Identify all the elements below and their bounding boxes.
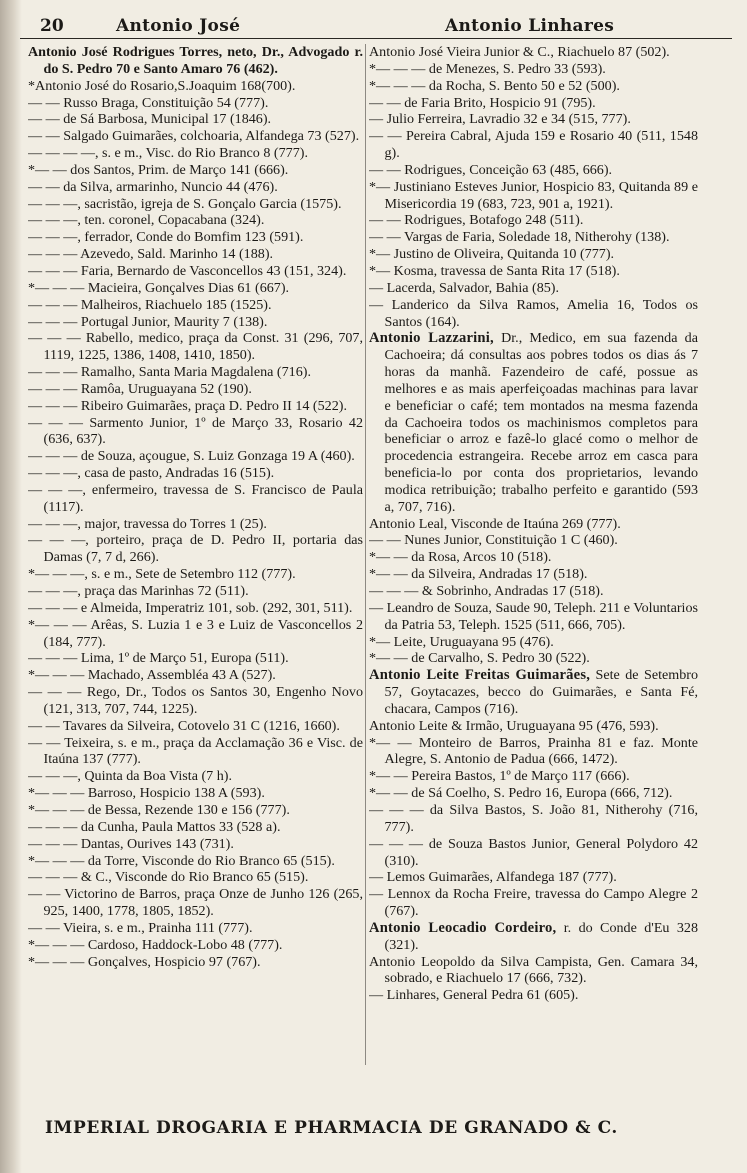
directory-entry: — Lemos Guimarães, Alfandega 187 (777).	[369, 869, 617, 886]
directory-entry: — — Vieira, s. e m., Prainha 111 (777).	[28, 919, 253, 936]
directory-entry: — — — Ramalho, Santa Maria Magdalena (716).	[28, 364, 311, 381]
column-divider	[365, 44, 366, 1065]
directory-entry: *— Kosma, travessa de Santa Rita 17 (518).	[369, 262, 620, 279]
directory-entry: *— — —, s. e m., Sete de Setembro 112 (777).	[28, 566, 296, 583]
directory-entry	[369, 667, 698, 718]
entry-text: r. do Conde d'Eu 328 (321).	[384, 919, 698, 953]
directory-entry: — — — & Sobrinho, Andradas 17 (518).	[369, 583, 604, 599]
directory-entry: — — —, Quinta da Boa Vista (7 h).	[28, 768, 233, 785]
directory-entry: *— — da Rosa, Arcos 10 (518).	[369, 549, 552, 566]
directory-entry: *— — Monteiro de Barros, Prainha 81 e faz. Monte Alegre, S. Antonio de Padua (666, 1472).	[369, 734, 698, 768]
directory-entry: — — da Silva, armarinho, Nuncio 44 (476).	[28, 178, 278, 195]
directory-entry: — — — e Almeida, Imperatriz 101, sob. (292, 301, 511).	[28, 599, 353, 616]
directory-entry: *— — — Barroso, Hospicio 138 A (593).	[28, 785, 265, 802]
directory-entry: — — —, praça das Marinhas 72 (511).	[28, 583, 249, 599]
page-number: 20	[40, 16, 64, 36]
directory-entry: *— — de Sá Coelho, S. Pedro 16, Europa (666, 712).	[369, 785, 673, 802]
directory-entry: — — — Lima, 1º de Março 51, Europa (511).	[28, 650, 289, 667]
directory-entry: — — — Portugal Junior, Maurity 7 (138).	[28, 313, 268, 330]
directory-entry: — — Russo Braga, Constituição 54 (777).	[28, 94, 269, 111]
directory-entry: *— — — Arêas, S. Luzia 1 e 3 e Luiz de Vasconcellos 2 (184, 777).	[28, 616, 363, 650]
page-edge-shadow	[0, 0, 22, 1173]
directory-entry: Antonio Leal, Visconde de Itaúna 269 (777).	[369, 515, 621, 532]
directory-entry: — — —, ten. coronel, Copacabana (324).	[28, 212, 265, 229]
directory-entry: — Lennox da Rocha Freire, travessa do Campo Alegre 2 (767).	[369, 886, 698, 920]
directory-entry: *— — dos Santos, Prim. de Março 141 (666).	[28, 161, 289, 178]
directory-entry: — — — da Silva Bastos, S. João 81, Nitherohy (716, 777).	[369, 801, 698, 835]
directory-entry: — — — Ramôa, Uruguayana 52 (190).	[28, 380, 252, 397]
directory-entry: *Antonio José do Rosario,S.Joaquim 168(700).	[28, 77, 296, 94]
directory-entry: *— — — Macieira, Gonçalves Dias 61 (667).	[28, 279, 290, 296]
directory-entry: *— Justino de Oliveira, Quitanda 10 (777).	[369, 246, 615, 263]
directory-entry: *— — de Carvalho, S. Pedro 30 (522).	[369, 650, 590, 667]
directory-entry: — — —, casa de pasto, Andradas 16 (515).	[28, 465, 275, 482]
entry-text: Dr., Medico, em sua fazenda da Cachoeira; dá consultas aos pobres todos os dias ás 7 horas da manhã. Fazendeiro de café, possue as melhores e as mais aperfeiçoadas machinas para lavar e beneficiar o café; tem montados na mesma fazenda da Cachoeira todos os machinismos completos para beneficiar o arroz e fazê-lo glacé como o melhor de procedencia estrangeira. Recebe arroz em casca para beneficia-lo por conta dos proprietarios, levando modica retribuição; trabalho perfeito e garantido (593 a, 707, 716).	[384, 330, 698, 515]
entry-text: Sete de Setembro 57, Goytacazes, becco do Guimarães, e Santa Fé, chacara, Campos (716).	[384, 667, 698, 717]
directory-entry: *— — — Machado, Assembléa 43 A (527).	[28, 667, 276, 684]
directory-entry: — Lacerda, Salvador, Bahia (85).	[369, 279, 560, 296]
directory-entry: — — — de Souza Bastos Junior, General Polydoro 42 (310).	[369, 835, 698, 869]
directory-entry: — — Nunes Junior, Constituição 1 C (460).	[369, 532, 618, 549]
directory-entry: *— — — da Rocha, S. Bento 50 e 52 (500).	[369, 77, 620, 94]
directory-entry: *— Leite, Uruguayana 95 (476).	[369, 633, 554, 650]
directory-entry: — — — Malheiros, Riachuelo 185 (1525).	[28, 296, 272, 313]
directory-entry: — — Rodrigues, Botafogo 248 (511).	[369, 212, 584, 229]
directory-entry: — — —, major, travessa do Torres 1 (25).	[28, 515, 267, 532]
directory-entry: *— — — de Bessa, Rezende 130 e 156 (777).	[28, 801, 290, 818]
directory-entry: — — Victorino de Barros, praça Onze de Junho 126 (265, 925, 1400, 1778, 1805, 1852).	[28, 886, 363, 920]
running-header	[20, 10, 732, 39]
directory-entry	[369, 920, 698, 954]
directory-entry: — — de Sá Barbosa, Municipal 17 (1846).	[28, 111, 272, 128]
directory-entry: *— — da Silveira, Andradas 17 (518).	[369, 566, 588, 583]
directory-entry: — — — —, s. e m., Visc. do Rio Branco 8 (777).	[28, 145, 308, 162]
directory-entry: — — Teixeira, s. e m., praça da Acclamação 36 e Visc. de Itaúna 137 (777).	[28, 734, 363, 768]
directory-entry	[369, 330, 698, 515]
directory-entry: — — — Sarmento Junior, 1º de Março 33, Rosario 42 (636, 637).	[28, 414, 363, 448]
directory-entry: — — — Rabello, medico, praça da Const. 31 (296, 707, 1119, 1225, 1386, 1408, 1410, 1850).	[28, 330, 363, 364]
directory-entry: — Leandro de Souza, Saude 90, Teleph. 211 e Voluntarios da Patria 53, Teleph. 1525 (511, 666, 705).	[369, 599, 698, 633]
directory-entry: *— — Pereira Bastos, 1º de Março 117 (666).	[369, 768, 630, 785]
directory-entry: — — —, ferrador, Conde do Bomfim 123 (591).	[28, 229, 304, 246]
directory-entry: — Julio Ferreira, Lavradio 32 e 34 (515, 777).	[369, 111, 631, 128]
directory-entry: — — — de Souza, açougue, S. Luiz Gonzaga 19 A (460).	[28, 448, 355, 465]
directory-entry: *— Justiniano Esteves Junior, Hospicio 83, Quitanda 89 e Misericordia 19 (683, 723, 901 a, 1921).	[369, 178, 698, 212]
directory-entry: *— — — Gonçalves, Hospicio 97 (767).	[28, 953, 261, 970]
directory-entry: *— — — da Torre, Visconde do Rio Branco 65 (515).	[28, 852, 335, 869]
directory-entry: — — — da Cunha, Paula Mattos 33 (528 a).	[28, 818, 281, 835]
footer-advert: IMPERIAL DROGARIA E PHARMACIA DE GRANADO & C.	[45, 1118, 618, 1138]
directory-entry: — — —, sacristão, igreja de S. Gonçalo Garcia (1575).	[28, 195, 342, 212]
directory-entry: — — Vargas de Faria, Soledade 18, Nitherohy (138).	[369, 229, 670, 246]
directory-entry: — — — & C., Visconde do Rio Branco 65 (515).	[28, 869, 309, 886]
directory-entry: Antonio José Vieira Junior & C., Riachuelo 87 (502).	[369, 44, 670, 60]
directory-entry: — — — Dantas, Ourives 143 (731).	[28, 835, 234, 852]
directory-entry: — Linhares, General Pedra 61 (605).	[369, 987, 579, 1004]
directory-entry: — — Salgado Guimarães, colchoaria, Alfandega 73 (527).	[28, 128, 360, 145]
directory-entry: *— — — de Menezes, S. Pedro 33 (593).	[369, 60, 606, 77]
directory-entry: — — —, porteiro, praça de D. Pedro II, portaria das Damas (7, 7 d, 266).	[28, 532, 363, 566]
right-column	[369, 44, 698, 1065]
directory-entry: Antonio Leite & Irmão, Uruguayana 95 (476, 593).	[369, 717, 659, 734]
directory-entry: — — — Ribeiro Guimarães, praça D. Pedro II 14 (522).	[28, 397, 347, 414]
header-left-title: Antonio José	[116, 16, 241, 36]
left-column	[28, 44, 363, 1065]
entry-heading: Antonio Leocadio Cordeiro,	[369, 919, 557, 936]
directory-entry: — — — Faria, Bernardo de Vasconcellos 43 (151, 324).	[28, 262, 347, 279]
directory-entry: — — Pereira Cabral, Ajuda 159 e Rosario 40 (511, 1548 g).	[369, 128, 698, 162]
directory-entry: *— — — Cardoso, Haddock-Lobo 48 (777).	[28, 936, 283, 953]
directory-entry: — — — Rego, Dr., Todos os Santos 30, Engenho Novo (121, 313, 707, 744, 1225).	[28, 684, 363, 717]
directory-entry: — — de Faria Brito, Hospicio 91 (795).	[369, 94, 596, 111]
entry-heading: Antonio Leite Freitas Guimarães,	[369, 667, 591, 684]
directory-entry: — — Tavares da Silveira, Cotovelo 31 C (1216, 1660).	[28, 717, 340, 734]
directory-entry: — — Rodrigues, Conceição 63 (485, 666).	[369, 161, 613, 178]
directory-entry: Antonio José Rodrigues Torres, neto, Dr., Advogado r. do S. Pedro 70 e Santo Amaro 76 (462).	[28, 44, 363, 77]
directory-entry: — Landerico da Silva Ramos, Amelia 16, Todos os Santos (164).	[369, 296, 698, 330]
entry-heading: Antonio Lazzarini,	[369, 330, 494, 347]
directory-entry: — — —, enfermeiro, travessa de S. Francisco de Paula (1117).	[28, 481, 363, 515]
header-right-title: Antonio Linhares	[445, 16, 615, 36]
directory-entry: Antonio Leopoldo da Silva Campista, Gen. Camara 34, sobrado, e Riachuelo 17 (666, 732).	[369, 953, 698, 987]
directory-entry: — — — Azevedo, Sald. Marinho 14 (188).	[28, 246, 274, 263]
